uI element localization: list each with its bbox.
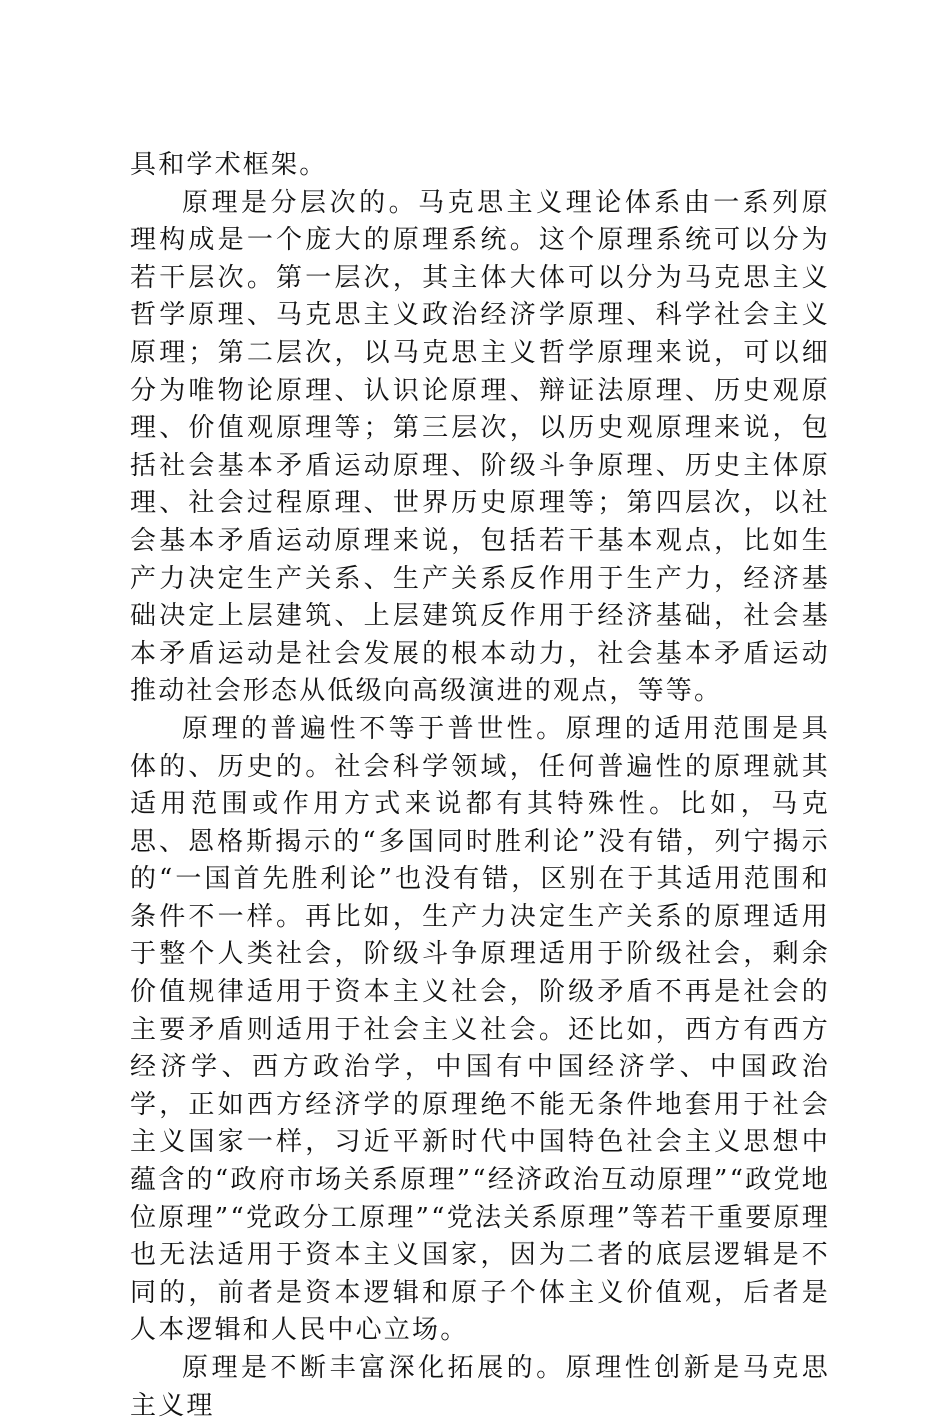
paragraph-universality: 原理的普遍性不等于普世性。原理的适用范围是具体的、历史的。社会科学领域，任何普遍性的原理就其适用范围或作用方式来说都有其特殊性。比如，马克思、恩格斯揭示的“多国同时胜利论”没有错，列宁揭示的“一国首先胜利论”也没有错，区别在于其适用范围和条件不一样。再比如，生产力决定生产关系的原理适用于整个人类社会，阶级斗争原理适用于阶级社会，剩余价值规律适用于资本主义社会，阶级矛盾不再是社会的主要矛盾则适用于社会主义社会。还比如，西方有西方经济学、西方政治学，中国有中国经济学、中国政治学，正如西方经济学的原理绝不能无条件地套用于社会主义国家一样，习近平新时代中国特色社会主义思想中蕴含的“政府市场关系原理”“经济政治互动原理”“政党地位原理”“党政分工原理”“党法关系原理”等若干重要原理也无法适用于资本主义国家，因为二者的底层逻辑是不同的，前者是资本逻辑和原子个体主义价值观，后者是人本逻辑和人民中心立场。 (130, 713, 830, 1346)
paragraph-principle-layers: 原理是分层次的。马克思主义理论体系由一系列原理构成是一个庞大的原理系统。这个原理系统可以分为若干层次。第一层次，其主体大体可以分为马克思主义哲学原理、马克思主义政治经济学原理、科学社会主义原理；第二层次，以马克思主义哲学原理来说，可以细分为唯物论原理、认识论原理、辩证法原理、历史观原理、价值观原理等；第三层次，以历史观原理来说，包括社会基本矛盾运动原理、阶级斗争原理、历史主体原理、社会过程原理、世界历史原理等；第四层次，以社会基本矛盾运动原理来说，包括若干基本观点，比如生产力决定生产关系、生产关系反作用于生产力，经济基础决定上层建筑、上层建筑反作用于经济基础，社会基本矛盾运动是社会发展的根本动力，社会基本矛盾运动推动社会形态从低级向高级演进的观点，等等。 (130, 187, 830, 707)
paragraph-continuation: 具和学术框架。 (130, 150, 328, 180)
paragraph-innovation: 原理是不断丰富深化拓展的。原理性创新是马克思主义理 (130, 1353, 830, 1421)
document-body (130, 147, 830, 1425)
